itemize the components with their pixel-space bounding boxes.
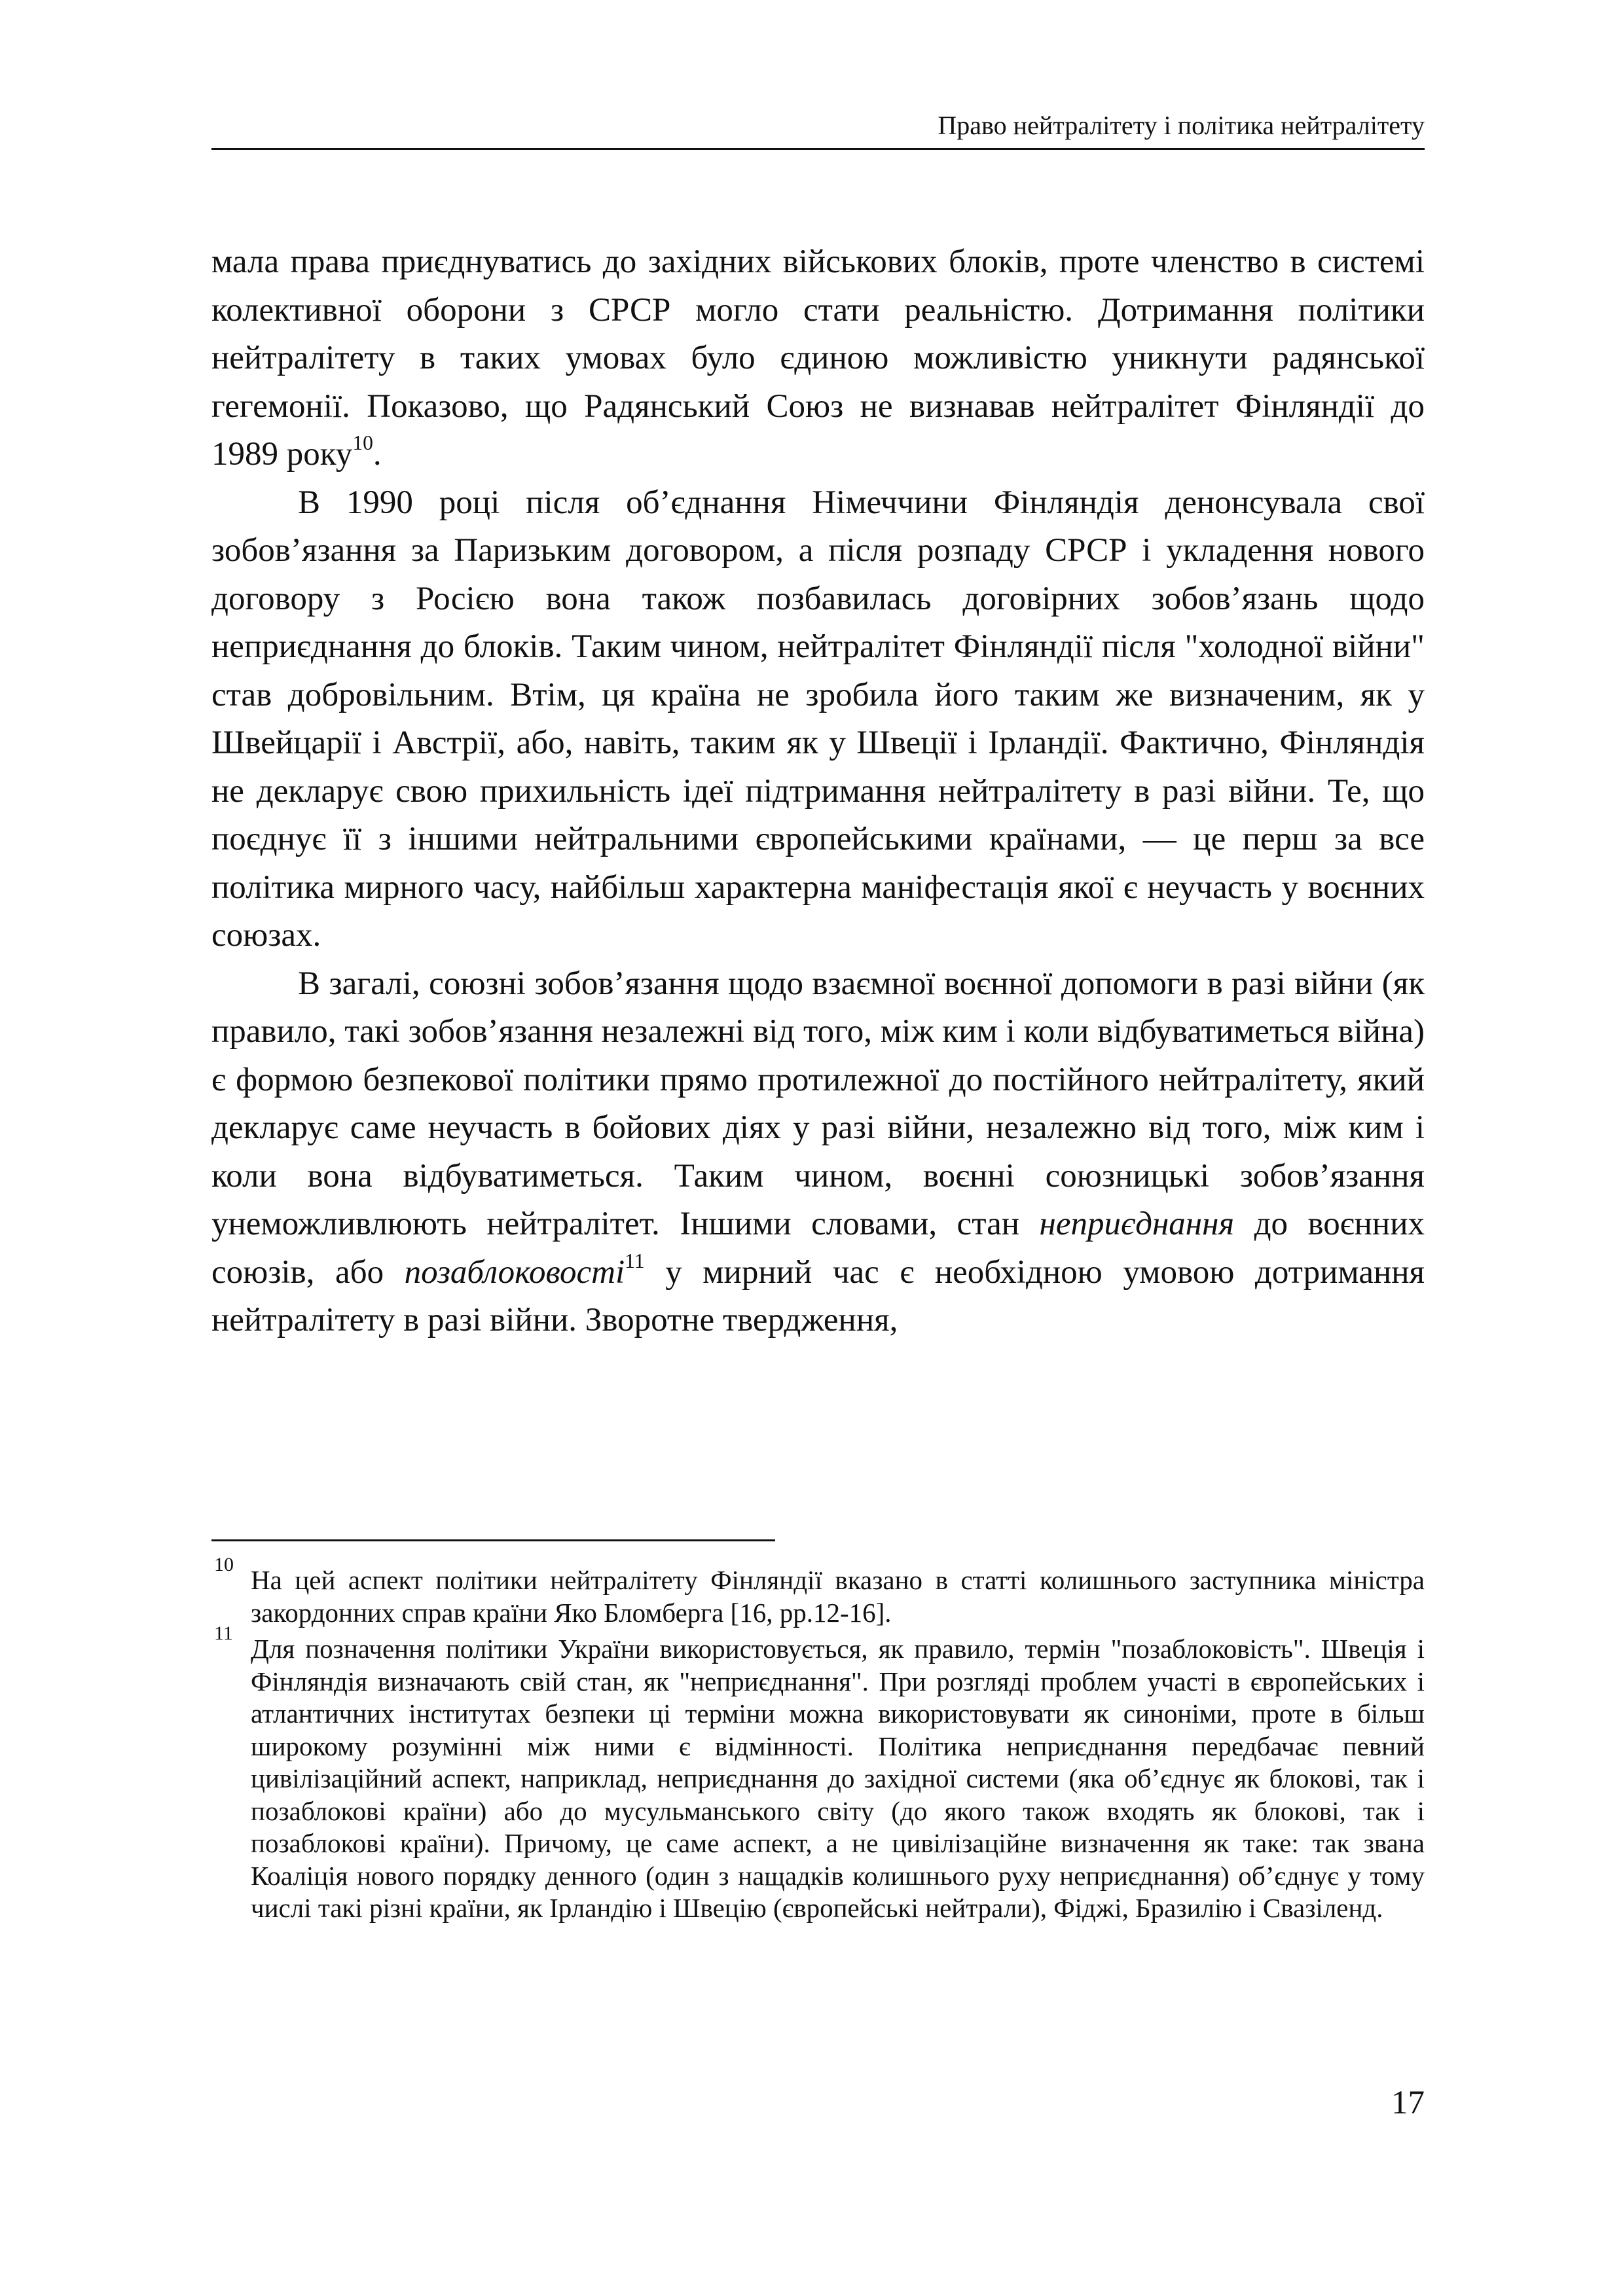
running-header: [211, 109, 1425, 150]
footnote-number: 11: [214, 1623, 233, 1644]
footnote-separator: [211, 1539, 775, 1541]
term-pozablokovist: позаблоковості: [404, 1253, 625, 1291]
footnote-10: [211, 1554, 1425, 1629]
footnote-ref-11: 11: [625, 1249, 645, 1272]
footnote-ref-10: 10: [352, 431, 373, 455]
paragraph-text: .: [373, 436, 382, 473]
paragraph-text: мала права приєднуватись до західних військових блоків, проте членство в системі колективної оборони з СРСР могло стати реальністю. Дотримання політики нейтралітету в таких умовах було єдиною можливістю уникнути радянської гегемонії. Показово, що Радянський Союз не визнавав нейтралітет Фінляндії до 1989 року: [211, 243, 1425, 473]
paragraph-text: В загалі, союзні зобов’язання щодо взаємної воєнної допомоги в разі війни (як правило, такі зобов’язання незалежні від того, між ким і коли відбуватиметься війна) є формою безпекової політики прямо протилежної до постійного нейтралітету, який декларує саме неучасть в бойових діях у разі війни, незалежно від того, між ким і коли вона відбуватиметься. Таким чином, воєнні союзницькі зобов’язання унеможливлюють нейтралітет. Іншими словами, стан: [211, 965, 1425, 1242]
footnote-11: [211, 1623, 1425, 1925]
main-text: [211, 238, 1425, 1345]
paragraph-2: [211, 479, 1425, 960]
page-number: 17: [1391, 2085, 1425, 2121]
paragraph-text: до воєнних союзів, або: [211, 1206, 1425, 1291]
footnote-text: На цей аспект політики нейтралітету Фінляндії вказано в статті колишнього заступника міністра закордонних справ країни Яко Бломберга [16, pp.12-16].: [251, 1565, 1425, 1628]
paragraph-1: [211, 238, 1425, 479]
footnotes: [211, 1554, 1425, 1929]
term-nepryiednannia: неприєднання: [1039, 1206, 1235, 1242]
footnote-number: 10: [214, 1554, 234, 1575]
paragraph-text: В 1990 році після об’єднання Німеччини Фінляндія денонсувала свої зобов’язання за Паризьким договором, а після розпаду СРСР і укладення нового договору з Росією вона також позбавилась договірних зобов’язань щодо неприєднання до блоків. Таким чином, нейтралітет Фінляндії після "холодної війни" став добровільним. Втім, ця країна не зробила його таким же визначеним, як у Швейцарії і Австрії, або, навіть, таким як у Швеції і Ірландії. Фактично, Фінляндія не декларує свою прихильність ідеї підтримання нейтралітету в разі війни. Те, що поєднує її з іншими нейтральними європейськими країнами, — це перш за все політика мирного часу, найбільш характерна маніфестація якої є неучасть у воєнних союзах.: [211, 484, 1425, 954]
footnote-text: Для позначення політики України використовується, як правило, термін "позаблоковість". Швеція і Фінляндія визначають свій стан, як "неприєднання". При розгляді проблем участі в європейських і атлантичних інститутах безпеки ці терміни можна використовувати як синоніми, проте в більш широкому розумінні між ними є відмінності. Політика неприєднання передбачає певний цивілізаційний аспект, наприклад, неприєднання до західної системи (яка об’єднує як блокові, так і позаблокові країни) або до мусульманського світу (до якого також входять як блокові, так і позаблокові країни). Причому, це саме аспект, а не цивілізаційне визначення як таке: так звана Коаліція нового порядку денного (один з нащадків колишнього руху неприєднання) об’єднує у тому числі такі різні країни, як Ірландію і Швецію (європейські нейтрали), Фіджі, Бразилію і Свазіленд.: [251, 1634, 1425, 1923]
paragraph-text: у мирний час є необхідною умовою дотримання нейтралітету в разі війни. Зворотне твердження,: [211, 1253, 1425, 1338]
running-title: Право нейтралітету і політика нейтралітету: [938, 111, 1425, 140]
paragraph-3: [211, 960, 1425, 1345]
